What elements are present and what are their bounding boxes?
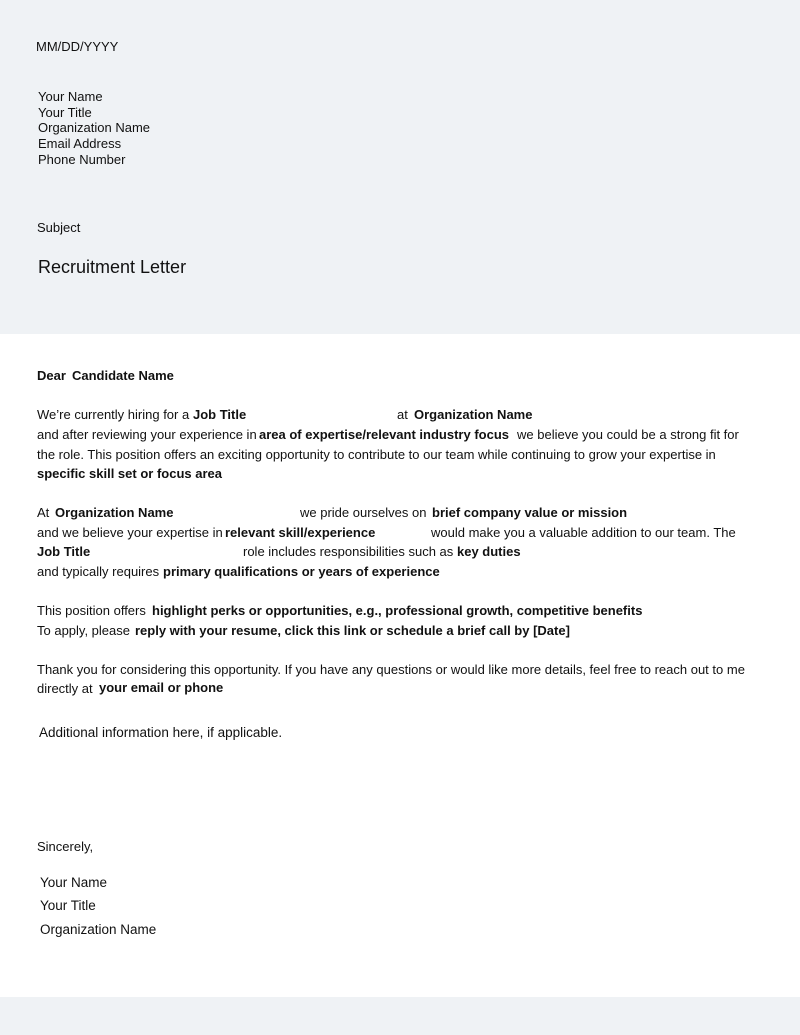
text: Thank you for considering this opportunity. If you have any questions or would like more details, feel free to reach out to me — [37, 662, 745, 677]
org-name-field[interactable]: Organization Name — [55, 505, 174, 520]
footer-band — [0, 997, 800, 1035]
job-title-field[interactable]: Job Title — [193, 407, 247, 422]
sender-title[interactable]: Your Title — [38, 105, 92, 120]
subject-label: Subject — [37, 220, 81, 235]
sender-name[interactable]: Your Name — [38, 89, 103, 104]
expertise-field[interactable]: area of expertise/relevant industry focus — [259, 427, 509, 442]
text: at — [397, 407, 408, 422]
text: would make you a valuable addition to our team. The — [431, 525, 736, 540]
text: and we believe your expertise in — [37, 525, 223, 540]
text: directly at — [37, 681, 93, 696]
signature-org[interactable]: Organization Name — [40, 922, 157, 937]
text: we believe you could be a strong fit for — [517, 427, 739, 442]
job-title-field[interactable]: Job Title — [37, 544, 91, 559]
text: we pride ourselves on — [300, 505, 427, 520]
sender-phone[interactable]: Phone Number — [38, 152, 126, 167]
apply-field[interactable]: reply with your resume, click this link or schedule a brief call by [Date] — [135, 623, 570, 638]
org-name-field[interactable]: Organization Name — [414, 407, 533, 422]
additional-info[interactable]: Additional information here, if applicable. — [39, 725, 283, 740]
subject-title[interactable]: Recruitment Letter — [38, 257, 187, 277]
signature-title[interactable]: Your Title — [40, 898, 96, 913]
value-field[interactable]: brief company value or mission — [432, 505, 628, 520]
candidate-name-field[interactable]: Candidate Name — [72, 368, 174, 383]
sender-email[interactable]: Email Address — [38, 136, 122, 151]
skill-field[interactable]: specific skill set or focus area — [37, 466, 222, 481]
sender-org[interactable]: Organization Name — [38, 120, 150, 135]
text: role includes responsibilities such as — [243, 544, 454, 559]
text: the role. This position offers an exciting opportunity to contribute to our team while continuing to grow your expertise in — [37, 447, 716, 462]
qualifications-field[interactable]: primary qualifications or years of experience — [163, 564, 440, 579]
closing: Sincerely, — [37, 839, 94, 854]
text: To apply, please — [37, 623, 130, 638]
greeting: Dear — [37, 368, 66, 383]
text: and typically requires — [37, 564, 160, 579]
duties-field[interactable]: key duties — [457, 544, 521, 559]
skill-field[interactable]: relevant skill/experience — [225, 525, 376, 540]
text: At — [37, 505, 50, 520]
text: This position offers — [37, 603, 146, 618]
signature-name[interactable]: Your Name — [40, 875, 108, 890]
date[interactable]: MM/DD/YYYY — [36, 39, 119, 54]
contact-field[interactable]: your email or phone — [99, 680, 224, 695]
text: We’re currently hiring for a — [37, 407, 190, 422]
text: and after reviewing your experience in — [37, 427, 257, 442]
perks-field[interactable]: highlight perks or opportunities, e.g., professional growth, competitive benefits — [152, 603, 643, 618]
